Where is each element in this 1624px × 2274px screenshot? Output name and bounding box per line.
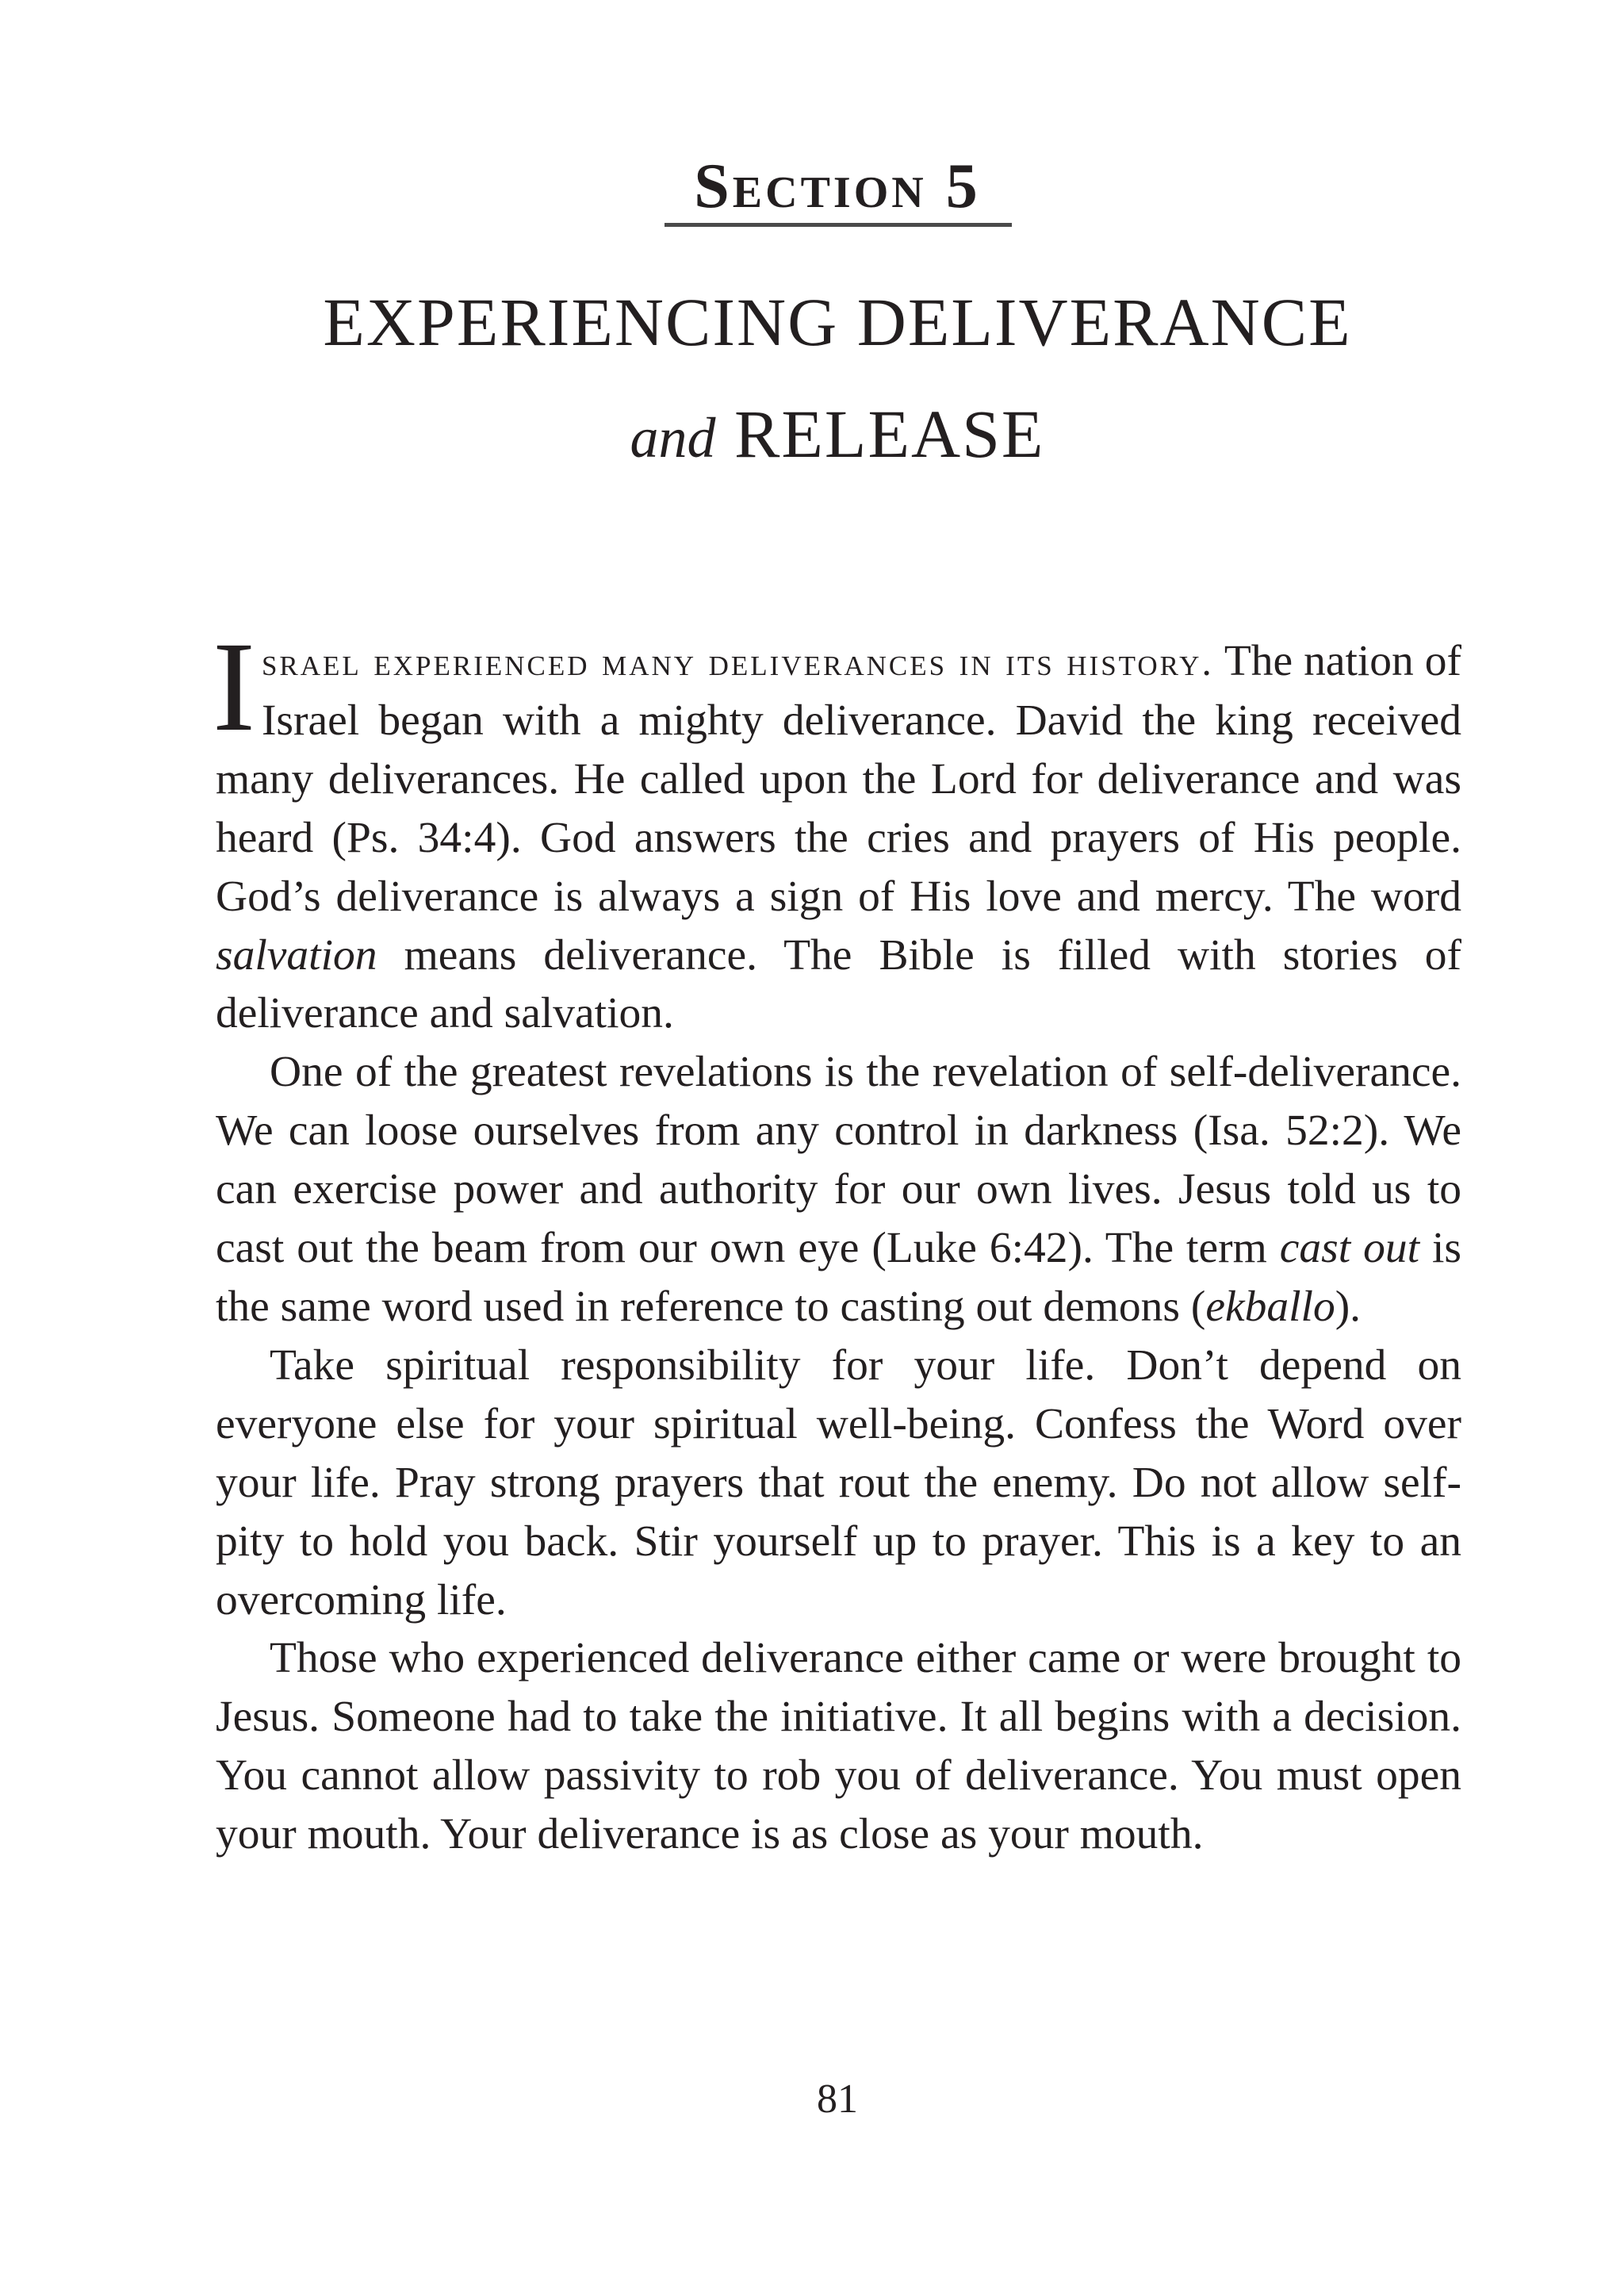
paragraph-3: Take spiritual responsibility for your life. Don’t depend on everyone else for your spiritual well-being. Confess the Word over your life. Pray strong prayers that rout the enemy. Do not allow self-pity to hold you back. Stir yourself up to prayer. This is a key to an overcoming life. xyxy=(216,1340,1461,1624)
paragraph-2 xyxy=(216,1043,1461,1336)
title-connector: and xyxy=(630,406,716,470)
section-heading: Section 5 xyxy=(694,151,981,221)
page-number: 81 xyxy=(817,2077,858,2122)
paragraph-2-text-b: is the same word used in reference to casting out demons ( xyxy=(216,1224,1461,1331)
section-underline xyxy=(665,223,1012,227)
body-text xyxy=(213,616,1461,1864)
paragraph-2-text-c: ). xyxy=(1335,1282,1362,1331)
emphasis-salvation: salvation xyxy=(216,930,377,980)
paragraph-1 xyxy=(213,616,1461,1043)
paragraph-1-tail: means deliverance. The Bible is filled with stories of deliverance and salvation. xyxy=(216,930,1461,1038)
chapter-title-line-2 xyxy=(0,394,1624,477)
emphasis-cast-out: cast out xyxy=(1279,1224,1419,1273)
paragraph-4: Those who experienced deliverance either came or were brought to Jesus. Someone had to take the initiative. It all begins with a decision. You cannot allow passivity to rob you of deliverance. You must open your mouth. Your deliverance is as close as your mouth. xyxy=(216,1634,1461,1859)
drop-cap: I xyxy=(213,616,255,758)
chapter-title-line-1: EXPERIENCING DELIVERANCE xyxy=(323,284,1352,360)
paragraph-1-text: The nation of Israel began with a mighty deliverance. David the king received many deliverances. He called upon the Lord for deliverance and was heard (Ps. 34:4). God answers the cries and prayers of His people. God’s deliverance is always a sign of His love and mercy. The word xyxy=(216,637,1461,921)
title-word-release: RELEASE xyxy=(734,396,1045,472)
lead-in-small-caps: srael experienced many deliverances in its history. xyxy=(261,639,1214,684)
emphasis-ekballo: ekballo xyxy=(1205,1282,1335,1331)
paragraph-2-text-a: One of the greatest revelations is the revelation of self-deliverance. We can loose ourselves from any control in darkness (Isa. 52:2). We can exercise power and authority for our own lives. Jesus told us to cast out the beam from our own eye (Luke 6:42). The term xyxy=(216,1048,1461,1273)
